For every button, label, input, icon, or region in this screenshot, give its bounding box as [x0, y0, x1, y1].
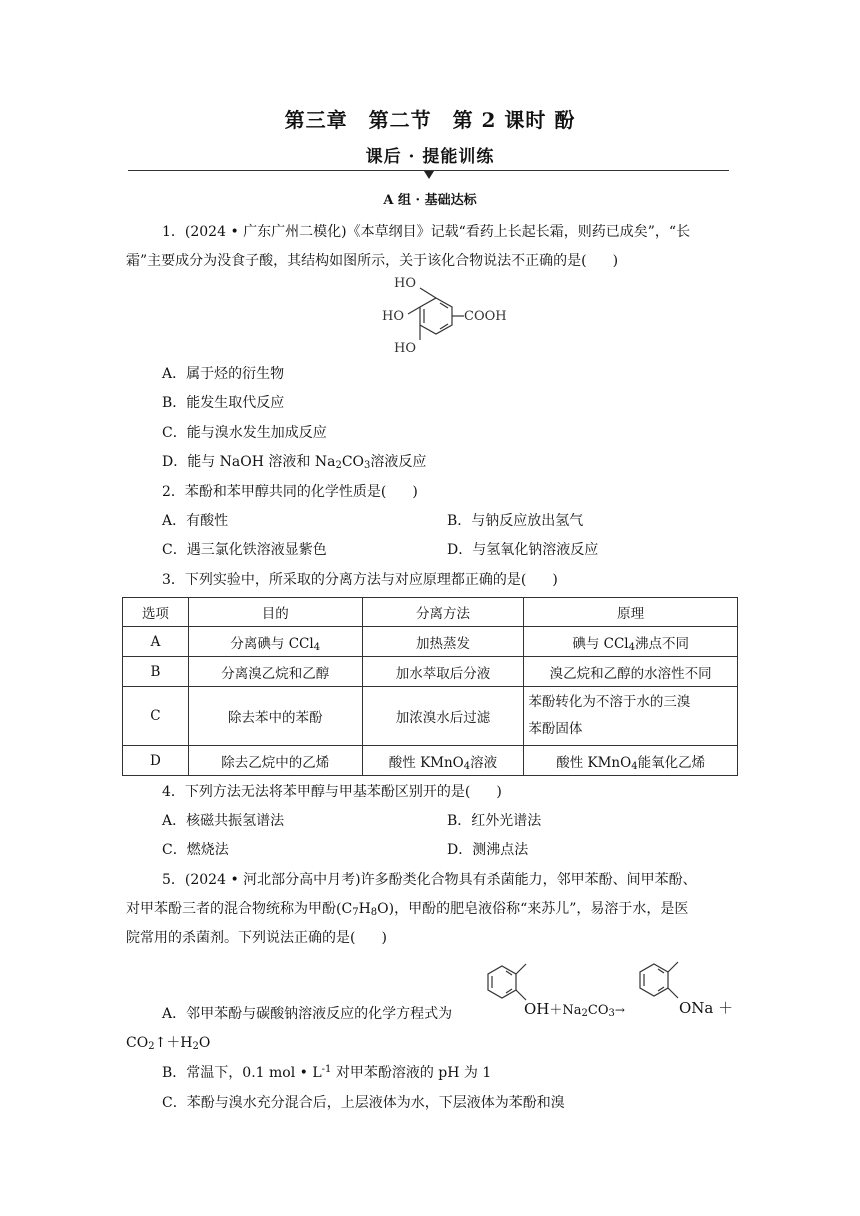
eq-text: ONa — [679, 999, 714, 1017]
q1-d-sub: 2 — [335, 460, 342, 471]
q2-paren-close: ) — [412, 484, 418, 500]
table-cell — [524, 687, 738, 746]
table-row — [123, 627, 738, 657]
reaction-arrow-icon: → — [614, 1003, 625, 1017]
q4-option-c: C．燃烧法 — [162, 842, 229, 858]
q4-option-d: D．测沸点法 — [447, 842, 529, 858]
q4-option-a: A．核磁共振氢谱法 — [162, 813, 285, 829]
table-cell — [524, 746, 738, 776]
table-cell: 除去苯中的苯酚 — [188, 687, 362, 746]
table-row — [123, 687, 738, 746]
q5-stem-line3 — [126, 927, 387, 947]
table-cell — [362, 746, 524, 776]
eq-text: CO — [126, 1035, 149, 1051]
q1-option-d — [162, 451, 426, 471]
table-header-cell: 目的 — [188, 598, 362, 627]
section-subtitle: 课后 · 提能训练 — [365, 147, 495, 167]
q3-stem-text: 3．下列实验中，所采取的分离方法与对应原理都正确的是( — [162, 572, 527, 588]
q2-stem — [162, 481, 418, 501]
cell-sub: 4 — [463, 760, 471, 772]
q5-text: 对甲苯酚三者的混合物统称为甲酚(C — [126, 901, 353, 917]
q2-option-c: C．遇三氯化铁溶液显紫色 — [162, 542, 327, 558]
table-cell: C — [123, 687, 189, 746]
table-cell: A — [123, 627, 189, 657]
eq-text: ↑＋H — [154, 1035, 193, 1051]
eq-text: ＋ — [718, 999, 734, 1017]
q4-stem — [162, 781, 502, 801]
cell-text: 酸性 KMnO — [388, 754, 464, 771]
q1-stem-text: 霜”主要成分为没食子酸，其结构如图所示，关于该化合物说法不正确的是( — [126, 253, 587, 269]
q2-option-b: B．与钠反应放出氢气 — [447, 513, 584, 529]
q1-stem-line2 — [126, 250, 618, 270]
table-cell — [524, 627, 738, 657]
q1-option-a: A．属于烃的衍生物 — [162, 366, 285, 382]
cell-text: 溶液 — [470, 754, 498, 771]
gallic-acid-structure — [378, 274, 518, 360]
table-header-row — [123, 598, 738, 627]
sodium-cresolate-structure — [630, 956, 682, 1006]
q5-text: 院常用的杀菌剂。下列说法正确的是( — [126, 930, 356, 946]
table-cell: 加水萃取后分液 — [362, 657, 524, 687]
cell-text: 能氧化乙烯 — [637, 754, 706, 771]
table-row — [123, 746, 738, 776]
q5-option-b — [162, 1062, 491, 1082]
table-cell: B — [123, 657, 189, 687]
table-cell: 加浓溴水后过滤 — [362, 687, 524, 746]
q3-table — [122, 597, 738, 776]
o-cresol-structure — [478, 958, 530, 1008]
q5-sub: 8 — [370, 907, 378, 918]
eq-text: OH — [524, 1000, 550, 1018]
table-header-cell: 选项 — [123, 598, 189, 627]
q5-option-a: A．邻甲苯酚与碳酸钠溶液反应的化学方程式为 — [162, 1006, 453, 1022]
cell-sub: 4 — [631, 760, 638, 772]
q5-text: O)，甲酚的肥皂液俗称“来苏儿”，易溶于水，是医 — [377, 901, 689, 917]
q5-text: H — [358, 901, 371, 917]
eq-sub: 2 — [148, 1041, 155, 1052]
ho-label-top: HO — [394, 276, 416, 291]
q5-b-sup: -1 — [321, 1064, 332, 1075]
q1-d-sub2: 3 — [364, 460, 371, 471]
q1-d-mid: CO — [341, 454, 365, 470]
cell-text: 苯酚固体 — [528, 721, 583, 737]
table-cell: 溴乙烷和乙醇的水溶性不同 — [524, 657, 738, 687]
eq-text: ＋Na — [549, 1003, 582, 1018]
eq-text: O — [198, 1035, 211, 1051]
cell-text: 酸性 KMnO — [556, 754, 632, 771]
eq-sub: 3 — [608, 1008, 615, 1019]
eq-sub: 2 — [581, 1008, 588, 1019]
cell-sub: 4 — [313, 641, 321, 653]
q5-sub: 7 — [352, 907, 359, 918]
q5-paren-close: ) — [381, 930, 387, 946]
ho-label-mid: HO — [382, 309, 404, 324]
q5-b-text: B．常温下，0.1 mol • L — [162, 1065, 322, 1081]
q1-stem-line1: 1．(2024 • 广东广州二模化)《本草纲目》记载“看药上长起长霜，则药已成矣”，“长 — [162, 224, 691, 240]
q1-d-post: 溶液反应 — [370, 454, 427, 470]
q4-paren-close: ) — [496, 784, 502, 800]
q5-stem-line1: 5．(2024 • 河北部分高中月考)许多酚类化合物具有杀菌能力，邻甲苯酚、间甲苯酚、 — [162, 872, 697, 888]
q3-paren-close: ) — [552, 572, 558, 588]
table-cell: 分离溴乙烷和乙醇 — [188, 657, 362, 687]
table-cell: 除去乙烷中的乙烯 — [188, 746, 362, 776]
q1-d-text: D．能与 NaOH 溶液和 Na — [162, 454, 336, 470]
q5-b-text: 对甲苯酚溶液的 pH 为 1 — [331, 1065, 492, 1081]
q2-option-a: A．有酸性 — [162, 513, 229, 529]
table-row — [123, 657, 738, 687]
eq-sub: 2 — [192, 1041, 199, 1052]
q5-equation-left — [524, 999, 625, 1018]
header-marker-icon — [424, 171, 434, 179]
table-cell: 加热蒸发 — [362, 627, 524, 657]
cooh-label: COOH — [464, 309, 507, 324]
table-header-cell: 分离方法 — [362, 598, 524, 627]
group-heading: A 组 · 基础达标 — [383, 193, 477, 208]
q5-equation-right — [679, 997, 733, 1018]
page-title: 第三章 第二节 第 2 课时 酚 — [284, 108, 576, 132]
cell-text: 沸点不同 — [634, 635, 689, 652]
cell-sub: 4 — [628, 641, 635, 653]
q1-paren-close: ) — [612, 253, 619, 269]
q4-stem-text: 4．下列方法无法将苯甲醇与甲基苯酚区别开的是( — [162, 784, 471, 800]
q1-option-c: C．能与溴水发生加成反应 — [162, 425, 327, 441]
ho-label-bottom: HO — [394, 341, 416, 356]
q2-stem-text: 2．苯酚和苯甲醇共同的化学性质是( — [162, 484, 387, 500]
cell-text: 碘与 CCl — [572, 635, 629, 652]
cell-text: 分离碘与 CCl — [230, 635, 314, 652]
q5-option-c: C．苯酚与溴水充分混合后，上层液体为水，下层液体为苯酚和溴 — [162, 1095, 565, 1111]
q2-option-d: D．与氢氧化钠溶液反应 — [447, 542, 599, 558]
q4-option-b: B．红外光谱法 — [447, 813, 542, 829]
q3-stem — [162, 569, 558, 589]
table-header-cell: 原理 — [524, 598, 738, 627]
table-cell — [188, 627, 362, 657]
q1-option-b: B．能发生取代反应 — [162, 395, 285, 411]
eq-text: CO — [587, 1003, 609, 1018]
q5-option-a-cont — [126, 1032, 210, 1052]
cell-text: 苯酚转化为不溶于水的三溴 — [528, 694, 691, 710]
q5-stem-line2 — [126, 898, 688, 918]
table-cell: D — [123, 746, 189, 776]
